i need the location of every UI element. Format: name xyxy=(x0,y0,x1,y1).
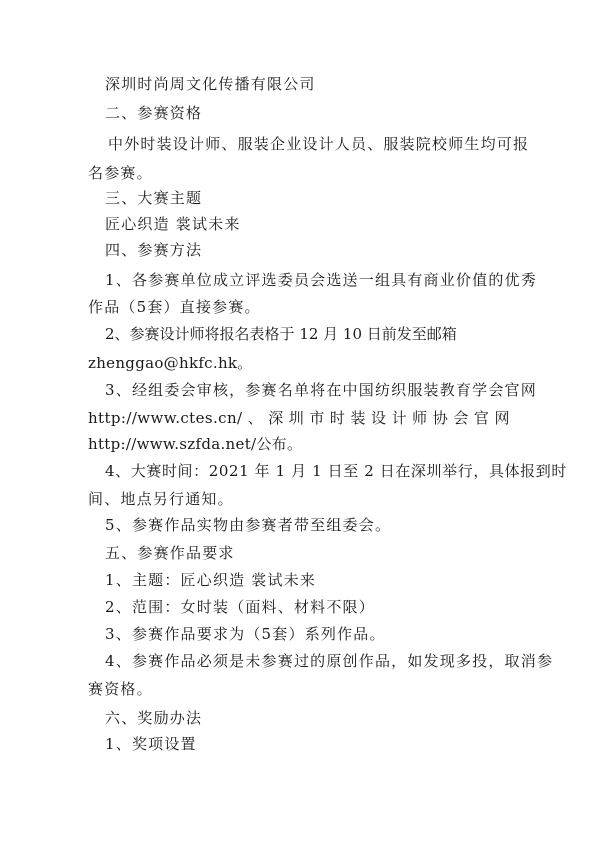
eligibility-text-line-1: 中外时装设计师、服装企业设计人员、服装院校师生均可报 xyxy=(108,135,530,153)
theme-text: 匠心织造 裳试未来 xyxy=(105,215,241,233)
requirement-item-3: 3、参赛作品要求为（5套）系列作品。 xyxy=(105,625,386,643)
method-item-5: 5、参赛作品实物由参赛者带至组委会。 xyxy=(105,516,392,534)
section-heading-method: 四、参赛方法 xyxy=(105,241,203,259)
method-item-4-line-1: 4、大赛时间：2021 年 1 月 1 日至 2 日在深圳举行，具体报到时 xyxy=(105,462,567,480)
requirement-item-1: 1、主题：匠心织造 裳试未来 xyxy=(105,571,317,589)
requirement-item-2: 2、范围：女时装（面料、材料不限） xyxy=(105,598,375,616)
awards-item-1: 1、奖项设置 xyxy=(105,735,197,753)
eligibility-text-line-2: 名参赛。 xyxy=(88,164,153,182)
requirement-item-4-line-2: 赛资格。 xyxy=(88,680,153,698)
method-item-3-line-1: 3、经组委会审核，参赛名单将在中国纺织服装教育学会官网 xyxy=(105,381,537,399)
method-item-3-line-2: http://www.ctes.cn/ 、 深 圳 市 时 装 设 计 师 协 会 官 网 xyxy=(88,409,510,427)
method-item-1-line-2: 作品（5套）直接参赛。 xyxy=(88,298,261,316)
section-heading-theme: 三、大赛主题 xyxy=(105,189,203,207)
method-item-2-line-1: 2、参赛设计师将报名表格于 12 月 10 日前发至邮箱 xyxy=(105,325,457,343)
method-item-4-line-2: 间、地点另行通知。 xyxy=(88,490,234,508)
organizer-line: 深圳时尚周文化传播有限公司 xyxy=(105,75,316,93)
method-item-2-line-2: zhenggao@hkfc.hk。 xyxy=(88,354,253,372)
requirement-item-4-line-1: 4、参赛作品必须是未参赛过的原创作品，如发现多投，取消参 xyxy=(105,652,554,670)
method-item-3-line-3: http://www.szfda.net/公布。 xyxy=(88,435,303,453)
section-heading-eligibility: 二、参赛资格 xyxy=(105,104,203,122)
method-item-1-line-1: 1、各参赛单位成立评选委员会选送一组具有商业价值的优秀 xyxy=(105,271,537,289)
section-heading-requirements: 五、参赛作品要求 xyxy=(105,544,235,562)
section-heading-awards: 六、奖励办法 xyxy=(105,709,203,727)
